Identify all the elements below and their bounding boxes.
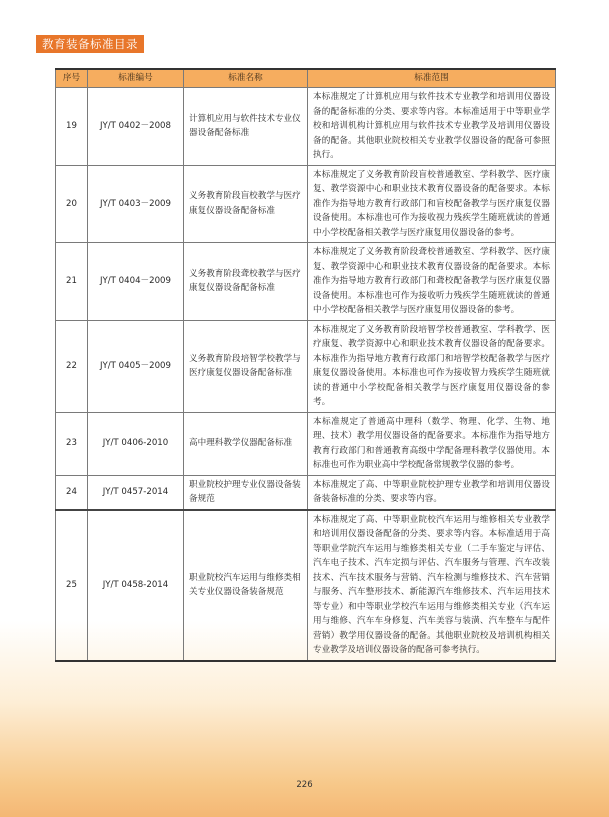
row-name: 义务教育阶段培智学校教学与医疗康复仪器设备配备标准 bbox=[184, 320, 308, 412]
row-code: JY/T 0458-2014 bbox=[88, 510, 184, 661]
column-header-name: 标准名称 bbox=[184, 69, 308, 88]
row-no: 22 bbox=[56, 320, 88, 412]
row-no: 21 bbox=[56, 243, 88, 321]
table-row bbox=[56, 510, 556, 661]
column-header-code: 标准编号 bbox=[88, 69, 184, 88]
row-scope: 本标准规定了高、中等职业院校汽车运用与维修相关专业教学和培训用仪器设备配备的分类、要求等内容。本标准适用于高等职业学院汽车运用与维修类相关专业（二手车鉴定与评估、汽车电子技术、汽车定损与评估、汽车服务与管理、汽车改装技术、汽车技术服务与营销、汽车检测与维修技术、汽车营销与服务、汽车整形技术、新能源汽车维修技术、汽车运用技术等专业）和中等职业学校汽车运用与维修类相关专业（汽车运用与维修、汽车车身修复、汽车美容与装潢、汽车整车与配件营销）教学用仪器设备的配备。其他职业院校及培训机构相关专业教学及培训仪器设备的配备可参考执行。 bbox=[308, 510, 556, 661]
row-name: 高中理科教学仪器配备标准 bbox=[184, 412, 308, 475]
row-scope: 本标准规定了义务教育阶段盲校普通教室、学科教学、医疗康复、教学资源中心和职业技术教育仪器设备的配备要求。本标准作为指导地方教育行政部门和盲校配备教学与医疗康复仪器设备使用。本标准也可作为接收视力残疾学生随班就读的普通中小学校配备相关教学与医疗康复用仪器设备的参考。 bbox=[308, 165, 556, 243]
column-header-no: 序号 bbox=[56, 69, 88, 88]
row-code: JY/T 0404－2009 bbox=[88, 243, 184, 321]
table-header-row bbox=[56, 69, 556, 88]
row-name: 计算机应用与软件技术专业仪器设备配备标准 bbox=[184, 88, 308, 166]
row-code: JY/T 0457-2014 bbox=[88, 475, 184, 510]
row-name: 义务教育阶段盲校教学与医疗康复仪器设备配备标准 bbox=[184, 165, 308, 243]
table-row bbox=[56, 165, 556, 243]
row-scope: 本标准规定了义务教育阶段聋校普通教室、学科教学、医疗康复、教学资源中心和职业技术教育仪器设备的配备要求。本标准作为指导地方教育行政部门和聋校配备教学与医疗康复仪器设备使用。本标准也可作为接收听力残疾学生随班就读的普通中小学校配备相关教学与医疗康复用仪器设备的参考。 bbox=[308, 243, 556, 321]
table-row bbox=[56, 88, 556, 166]
table-row bbox=[56, 412, 556, 475]
row-scope: 本标准规定了义务教育阶段培智学校普通教室、学科教学、医疗康复、教学资源中心和职业技术教育仪器设备的配备要求。本标准作为指导地方教育行政部门和培智学校配备教学与医疗康复仪器设备使用。本标准也可作为接收智力残疾学生随班就读的普通中小学校配备相关教学与医疗康复用仪器设备的参考。 bbox=[308, 320, 556, 412]
table-row bbox=[56, 475, 556, 510]
row-name: 职业院校护理专业仪器设备装备规范 bbox=[184, 475, 308, 510]
row-scope: 本标准规定了计算机应用与软件技术专业教学和培训用仪器设备的配备标准的分类、要求等内容。本标准适用于中等职业学校和培训机构计算机应用与软件技术专业教学及培训用仪器设备的配备。其他职业院校相关专业教学仪器设备的配备可参照执行。 bbox=[308, 88, 556, 166]
row-code: JY/T 0405－2009 bbox=[88, 320, 184, 412]
row-name: 职业院校汽车运用与维修类相关专业仪器设备装备规范 bbox=[184, 510, 308, 661]
row-code: JY/T 0406-2010 bbox=[88, 412, 184, 475]
table-row bbox=[56, 320, 556, 412]
row-no: 19 bbox=[56, 88, 88, 166]
standards-table bbox=[55, 68, 556, 662]
section-title-tag: 教育装备标准目录 bbox=[36, 35, 144, 53]
row-no: 23 bbox=[56, 412, 88, 475]
row-no: 25 bbox=[56, 510, 88, 661]
row-code: JY/T 0402－2008 bbox=[88, 88, 184, 166]
column-header-scope: 标准范围 bbox=[308, 69, 556, 88]
row-scope: 本标准规定了普通高中理科（数学、物理、化学、生物、地理、技术）教学用仪器设备的配备要求。本标准作为指导地方教育行政部门和普通教育高级中学配备理科教学仪器使用。本标准也可作为职业高中学校配备常规教学仪器的参考。 bbox=[308, 412, 556, 475]
table-row bbox=[56, 243, 556, 321]
row-code: JY/T 0403－2009 bbox=[88, 165, 184, 243]
row-no: 24 bbox=[56, 475, 88, 510]
row-no: 20 bbox=[56, 165, 88, 243]
row-scope: 本标准规定了高、中等职业院校护理专业教学和培训用仪器设备装备标准的分类、要求等内容。 bbox=[308, 475, 556, 510]
row-name: 义务教育阶段聋校教学与医疗康复仪器设备配备标准 bbox=[184, 243, 308, 321]
page-number: 226 bbox=[296, 780, 313, 790]
